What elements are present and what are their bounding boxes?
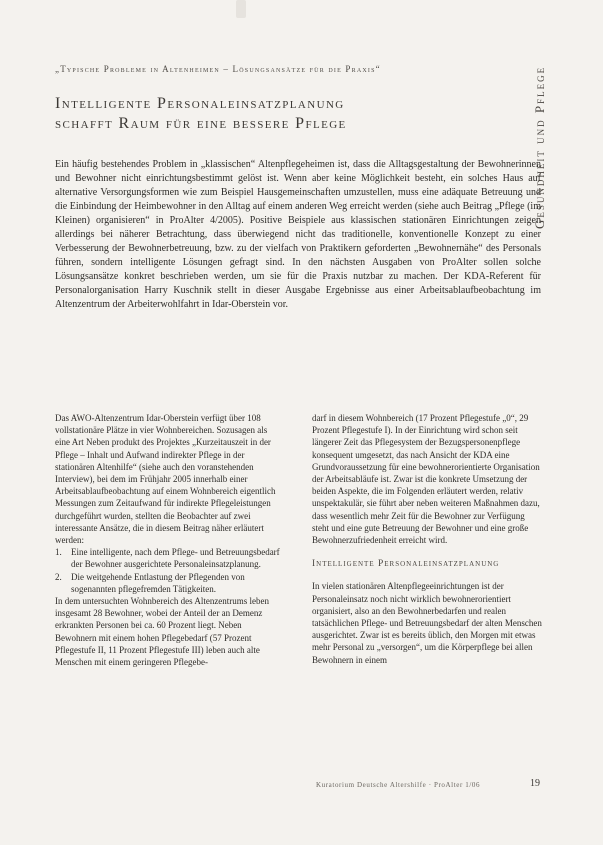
title-line-1: Intelligente Personaleinsatzplanung xyxy=(55,95,345,112)
right-column xyxy=(312,412,542,666)
section-side-label: Gesundheit und Pflege xyxy=(532,66,547,230)
series-kicker: „Typische Probleme in Altenheimen – Lösungsansätze für die Praxis“ xyxy=(55,64,381,74)
list-item xyxy=(55,571,283,595)
list-text: Eine intelligente, nach dem Pflege- und Betreuungsbedarf der Bewohner ausgerichtete Personaleinsatzplanung. xyxy=(71,547,280,570)
footer-journal: Kuratorium Deutsche Altershilfe · ProAlter 1/06 xyxy=(316,781,481,789)
right-paragraph-1: darf in diesem Wohnbereich (17 Prozent Pflegestufe „0“, 29 Prozent Pflegestufe I). In der Einrichtung wird schon seit längerer Zeit das Pflegesystem der Bezugspersonenpflege konsequent umgesetzt, das nach Ansicht der KDA eine Grundvoraussetzung für eine bewohnerorientierte Organisation der Arbeitsabläufe ist. Zwar ist die konkrete Umsetzung der beiden Aspekte, die im Folgenden erläutert werden, relativ unspektakulär, sie führt aber neben weiteren Maßnahmen dazu, dass wesentlich mehr Zeit für die Bewohner zur Verfügung steht und eine gute Betreuung der Bewohner und eine große Bewohnerzufriedenheit erreicht wird. xyxy=(312,413,540,546)
left-column xyxy=(55,412,283,668)
list-number: 1. xyxy=(55,547,62,558)
left-paragraph-1: Das AWO-Altenzentrum Idar-Oberstein verfügt über 108 vollstationäre Plätze in vier Wohnbereichen. Sozusagen als eine Art Neben produkt des Projektes „Kurzeitauszeit in der Pflege – Inhalt und Aufwand indirekter Pflege in der stationären Altenhilfe“ (siehe auch den voranstehenden Interview), bei dem im Frühjahr 2005 innerhalb einer Arbeitsablaufbeobachtung auf einem Wohnbereich eigentlich Messungen zum Zeitaufwand für indirekte Pflegeleistungen durchgeführt wurden, stellten die Beobachter auf zwei interessante Ansätze, die in diesem Beitrag näher erläutert werden: xyxy=(55,413,276,546)
page-number: 19 xyxy=(530,778,540,789)
article-title xyxy=(55,94,495,134)
right-paragraph-2: In vielen stationären Altenpflegeeinrichtungen ist der Personaleinsatz noch nicht wirklich bewohnerorientiert organisiert, also an den Bewohnerbedarfen und realen tatsächlichen Pflege- und Betreuungsbedarf der alten Menschen ausgerichtet. Zwar ist es bereits üblich, den Morgen mit etwas mehr Personal zu „versorgen“, um die Körperpflege bei allen Bewohnern in einem xyxy=(312,581,542,665)
list-number: 2. xyxy=(55,571,62,582)
title-line-2: schafft Raum für eine bessere Pflege xyxy=(55,115,347,132)
section-subheading: Intelligente Personaleinsatzplanung xyxy=(312,559,500,570)
numbered-list xyxy=(55,546,283,595)
list-item xyxy=(55,546,283,570)
scan-artifact xyxy=(236,0,246,18)
list-text: Die weitgehende Entlastung der Pflegenden von sogenannten pflegefremden Tätigkeiten. xyxy=(71,571,245,594)
intro-paragraph: Ein häufig bestehendes Problem in „klassischen“ Altenpflegeheimen ist, dass die Alltagsgestaltung der Bewohnerinnen und Bewohner nicht einrichtungsbestimmt gelöst ist. Wenn aber keine Möglichkeit besteht, ein solches Haus auf alternative Versorgungsformen wie zum Beispiel Hausgemeinschaften umzustellen, muss eine adäquate Betreuung und die Einbindung der Heimbewohner in den Alltag auf einem anderen Weg erreicht werden (siehe auch Beitrag „Pflege (im Kleinen) organisieren“ in ProAlter 4/2005). Positive Beispiele aus klassischen stationären Einrichtungen zeigen allerdings bei näherer Betrachtung, dass überwiegend nicht das traditionelle, konventionelle Konzept zu einer Verbesserung der Bewohnerbetreuung, bzw. zu der vielfach von Praktikern geforderten „Bewohnernähe“ des Personals führen, sondern intelligente Lösungen gefragt sind. In den nächsten Ausgaben von ProAlter sollen solche Lösungsansätze konkret beschrieben werden, um sie für die Praxis nutzbar zu machen. Der KDA-Referent für Personalorganisation Harry Kuschnik stellt in dieser Ausgabe Ergebnisse aus einer Arbeitsablaufbeobachtung im Altenzentrum der Arbeiterwohlfahrt in Idar-Oberstein vor. xyxy=(55,159,541,310)
left-paragraph-2: In dem untersuchten Wohnbereich des Altenzentrums leben insgesamt 28 Bewohner, wobei der Anteil der an Demenz erkrankten Personen bei ca. 60 Prozent liegt. Neben Bewohnern mit einem hohen Pflegebedarf (57 Prozent Pflegestufe II, 11 Prozent Pflegestufe III) leben auch alte Menschen mit einem geringeren Pflegebe- xyxy=(55,596,270,668)
